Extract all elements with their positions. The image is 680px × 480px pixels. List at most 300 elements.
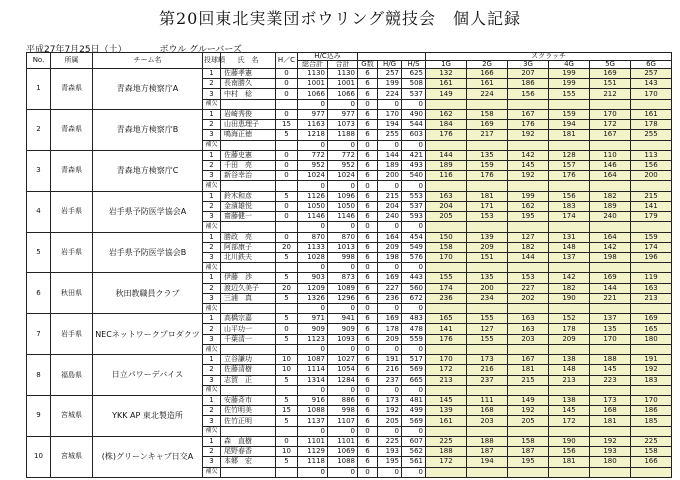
substitute-game-1: [426, 344, 467, 354]
player-sum: 1027: [328, 355, 358, 365]
player-row: [27, 191, 672, 201]
game-score-2: 171: [467, 201, 508, 211]
player-high-game: 164: [378, 232, 402, 242]
player-high-series: 569: [402, 365, 426, 375]
substitute-game-1: [426, 222, 467, 232]
game-score-3: 203: [508, 334, 549, 344]
player-name: 佐藤清樹: [221, 365, 276, 375]
player-game-count: 6: [358, 457, 378, 467]
player-game-count: 6: [358, 273, 378, 283]
player-high-game: 178: [378, 324, 402, 334]
game-score-6: 183: [631, 375, 672, 385]
player-sum: 1054: [328, 365, 358, 375]
player-total: 1137: [298, 416, 328, 426]
player-high-series: 672: [402, 293, 426, 303]
substitute-sum: 0: [328, 263, 358, 273]
game-score-3: 167: [508, 355, 549, 365]
player-high-series: 576: [402, 252, 426, 262]
player-order: 1: [203, 232, 221, 242]
team-name: 青森地方検察庁A: [93, 69, 203, 110]
substitute-sum: 0: [328, 467, 358, 477]
substitute-game-1: [426, 304, 467, 314]
substitute-game-4: [549, 344, 590, 354]
game-score-4: 152: [549, 314, 590, 324]
team-prefecture: 福島県: [51, 355, 93, 396]
game-score-2: 161: [467, 79, 508, 89]
game-score-2: 188: [467, 436, 508, 446]
player-high-series: 607: [402, 436, 426, 446]
substitute-handicap: [276, 99, 298, 109]
player-high-game: 195: [378, 457, 402, 467]
player-high-series: 443: [402, 273, 426, 283]
player-high-series: 549: [402, 242, 426, 252]
player-sum: 977: [328, 109, 358, 119]
player-high-series: 537: [402, 201, 426, 211]
team-number: 2: [27, 109, 51, 150]
game-score-4: 131: [549, 232, 590, 242]
player-sum: 1107: [328, 416, 358, 426]
player-name: 志賀 正: [221, 375, 276, 385]
player-handicap: 5: [276, 396, 298, 406]
game-score-2: 153: [467, 212, 508, 222]
game-score-3: 202: [508, 293, 549, 303]
team-prefecture: 青森県: [51, 69, 93, 110]
player-handicap: 5: [276, 314, 298, 324]
substitute-label: 補欠: [203, 263, 221, 273]
substitute-sum: 0: [328, 140, 358, 150]
game-score-6: 170: [631, 89, 672, 99]
player-total: 1028: [298, 252, 328, 262]
game-score-3: 186: [508, 79, 549, 89]
substitute-game-6: [631, 263, 672, 273]
substitute-label: 補欠: [203, 222, 221, 232]
game-score-2: 158: [467, 109, 508, 119]
game-score-1: 161: [426, 79, 467, 89]
game-score-2: 200: [467, 283, 508, 293]
player-row: [27, 273, 672, 283]
player-sum: 1073: [328, 120, 358, 130]
game-score-1: 172: [426, 457, 467, 467]
game-score-1: 174: [426, 283, 467, 293]
team-prefecture: 宮城県: [51, 436, 93, 477]
substitute-label: 補欠: [203, 426, 221, 436]
player-sum: 998: [328, 252, 358, 262]
substitute-label: 補欠: [203, 99, 221, 109]
game-score-2: 155: [467, 334, 508, 344]
substitute-game-2: [467, 263, 508, 273]
game-score-4: 138: [549, 396, 590, 406]
header-3g: 3G: [508, 61, 549, 69]
player-order: 1: [203, 150, 221, 160]
substitute-handicap: [276, 181, 298, 191]
header-order: 投球順: [203, 53, 221, 69]
player-name: 三浦 真: [221, 293, 276, 303]
substitute-game-5: [590, 222, 631, 232]
substitute-high-series: 0: [402, 467, 426, 477]
score-body: [27, 69, 672, 478]
player-game-count: 6: [358, 212, 378, 222]
player-high-series: 559: [402, 334, 426, 344]
substitute-game-count: 0: [358, 263, 378, 273]
player-row: [27, 69, 672, 79]
game-score-2: 203: [467, 416, 508, 426]
game-score-5: 170: [590, 109, 631, 119]
substitute-game-4: [549, 385, 590, 395]
game-score-6: 156: [631, 160, 672, 170]
substitute-high-game: 0: [378, 181, 402, 191]
game-score-2: 135: [467, 150, 508, 160]
team-name: (株)グリーンキャブ日交A: [93, 436, 203, 477]
player-total: 1123: [298, 334, 328, 344]
player-sum: 1284: [328, 375, 358, 385]
player-game-count: 6: [358, 191, 378, 201]
player-game-count: 6: [358, 109, 378, 119]
substitute-game-2: [467, 99, 508, 109]
game-score-1: 162: [426, 109, 467, 119]
player-sum: 1130: [328, 69, 358, 79]
game-score-2: 135: [467, 273, 508, 283]
player-sum: 870: [328, 232, 358, 242]
substitute-name: [221, 344, 276, 354]
player-order: 2: [203, 324, 221, 334]
player-high-game: 216: [378, 365, 402, 375]
substitute-name: [221, 263, 276, 273]
game-score-2: 151: [467, 252, 508, 262]
substitute-game-6: [631, 181, 672, 191]
team-prefecture: 宮城県: [51, 396, 93, 437]
substitute-high-series: 0: [402, 385, 426, 395]
substitute-game-3: [508, 263, 549, 273]
player-high-series: 544: [402, 120, 426, 130]
player-high-game: 189: [378, 160, 402, 170]
game-score-2: 237: [467, 375, 508, 385]
game-score-5: 240: [590, 212, 631, 222]
substitute-sum: 0: [328, 344, 358, 354]
player-game-count: 6: [358, 89, 378, 99]
game-score-2: 216: [467, 365, 508, 375]
player-name: 佐竹正明: [221, 416, 276, 426]
substitute-label: 補欠: [203, 181, 221, 191]
player-handicap: 15: [276, 406, 298, 416]
player-sum: 1093: [328, 334, 358, 344]
game-score-3: 182: [508, 242, 549, 252]
substitute-game-1: [426, 99, 467, 109]
game-score-6: 158: [631, 447, 672, 457]
player-total: 1326: [298, 293, 328, 303]
game-score-4: 176: [549, 171, 590, 181]
team-prefecture: 秋田県: [51, 273, 93, 314]
game-score-2: 155: [467, 314, 508, 324]
player-game-count: 6: [358, 314, 378, 324]
game-score-2: 111: [467, 396, 508, 406]
substitute-game-6: [631, 140, 672, 150]
header-4g: 4G: [549, 61, 590, 69]
player-handicap: 20: [276, 242, 298, 252]
player-sum: 873: [328, 273, 358, 283]
player-order: 2: [203, 365, 221, 375]
team-number: 1: [27, 69, 51, 110]
player-handicap: 5: [276, 191, 298, 201]
substitute-game-3: [508, 99, 549, 109]
game-score-5: 164: [590, 232, 631, 242]
player-handicap: 10: [276, 355, 298, 365]
player-sum: 1024: [328, 171, 358, 181]
player-sum: 909: [328, 324, 358, 334]
substitute-game-2: [467, 222, 508, 232]
player-high-series: 454: [402, 232, 426, 242]
game-score-5: 198: [590, 252, 631, 262]
game-score-5: 212: [590, 89, 631, 99]
header-hc-in: H/C込み: [298, 53, 358, 61]
substitute-game-4: [549, 467, 590, 477]
game-score-6: 119: [631, 273, 672, 283]
player-sum: 1096: [328, 191, 358, 201]
header-total: 総合計: [298, 61, 328, 69]
game-score-2: 217: [467, 130, 508, 140]
player-game-count: 6: [358, 283, 378, 293]
game-score-6: 257: [631, 69, 672, 79]
game-score-6: 161: [631, 109, 672, 119]
game-score-6: 169: [631, 314, 672, 324]
game-score-6: 213: [631, 293, 672, 303]
game-score-5: 144: [590, 283, 631, 293]
game-score-5: 182: [590, 191, 631, 201]
substitute-game-3: [508, 222, 549, 232]
team-name: 岩手県予防医学協会A: [93, 191, 203, 232]
game-score-3: 192: [508, 130, 549, 140]
player-high-game: 193: [378, 447, 402, 457]
player-order: 3: [203, 130, 221, 140]
header-sum: 合計: [328, 61, 358, 69]
substitute-total: 0: [298, 99, 328, 109]
player-high-series: 421: [402, 150, 426, 160]
game-score-6: 179: [631, 212, 672, 222]
game-score-5: 164: [590, 171, 631, 181]
team-name: 青森地方検察庁C: [93, 150, 203, 191]
player-handicap: 5: [276, 273, 298, 283]
substitute-game-5: [590, 304, 631, 314]
header-pref: 所属: [51, 53, 93, 69]
player-handicap: 5: [276, 334, 298, 344]
player-handicap: 0: [276, 79, 298, 89]
player-high-game: 204: [378, 201, 402, 211]
player-game-count: 6: [358, 160, 378, 170]
player-handicap: 5: [276, 252, 298, 262]
game-score-2: 209: [467, 242, 508, 252]
player-high-series: 483: [402, 314, 426, 324]
team-number: 7: [27, 314, 51, 355]
game-score-4: 159: [549, 109, 590, 119]
substitute-label: 補欠: [203, 467, 221, 477]
player-row: [27, 355, 672, 365]
team-prefecture: 岩手県: [51, 191, 93, 232]
substitute-game-1: [426, 263, 467, 273]
game-score-1: 141: [426, 324, 467, 334]
game-score-1: 145: [426, 396, 467, 406]
substitute-game-3: [508, 385, 549, 395]
player-total: 1163: [298, 120, 328, 130]
game-score-1: 205: [426, 212, 467, 222]
player-handicap: 20: [276, 283, 298, 293]
player-order: 2: [203, 201, 221, 211]
game-score-4: 157: [549, 160, 590, 170]
player-game-count: 6: [358, 171, 378, 181]
game-score-2: 194: [467, 457, 508, 467]
game-score-3: 142: [508, 150, 549, 160]
page-title: 第20回東北実業団ボウリング競技会 個人記録: [158, 9, 522, 28]
player-order: 3: [203, 457, 221, 467]
player-sum: 1296: [328, 293, 358, 303]
player-handicap: 5: [276, 375, 298, 385]
substitute-high-series: 0: [402, 181, 426, 191]
player-name: 立谷謙功: [221, 355, 276, 365]
player-game-count: 6: [358, 252, 378, 262]
substitute-game-count: 0: [358, 222, 378, 232]
player-high-game: 236: [378, 293, 402, 303]
substitute-game-1: [426, 385, 467, 395]
substitute-high-game: 0: [378, 304, 402, 314]
player-handicap: 5: [276, 130, 298, 140]
substitute-high-series: 0: [402, 344, 426, 354]
substitute-game-2: [467, 426, 508, 436]
team-name: 秋田教職員クラブ: [93, 273, 203, 314]
game-score-3: 192: [508, 406, 549, 416]
player-game-count: 6: [358, 293, 378, 303]
game-score-2: 224: [467, 89, 508, 99]
player-order: 2: [203, 120, 221, 130]
player-handicap: 0: [276, 324, 298, 334]
game-score-1: 165: [426, 314, 467, 324]
player-high-series: 478: [402, 324, 426, 334]
team-number: 6: [27, 273, 51, 314]
player-game-count: 6: [358, 79, 378, 89]
team-number: 8: [27, 355, 51, 396]
game-score-4: 174: [549, 212, 590, 222]
player-total: 1209: [298, 283, 328, 293]
player-name: 岩崎秀俊: [221, 109, 276, 119]
game-score-1: 176: [426, 334, 467, 344]
game-score-1: 144: [426, 150, 467, 160]
game-score-4: 194: [549, 120, 590, 130]
player-game-count: 6: [358, 416, 378, 426]
game-score-6: 143: [631, 79, 672, 89]
substitute-high-game: 0: [378, 263, 402, 273]
player-game-count: 6: [358, 130, 378, 140]
player-high-game: 255: [378, 130, 402, 140]
player-high-game: 191: [378, 355, 402, 365]
substitute-handicap: [276, 385, 298, 395]
player-total: 916: [298, 396, 328, 406]
player-high-series: 499: [402, 406, 426, 416]
player-high-series: 493: [402, 160, 426, 170]
game-score-3: 167: [508, 109, 549, 119]
game-score-2: 127: [467, 324, 508, 334]
player-name: 千田 亮: [221, 160, 276, 170]
player-name: 尾野春香: [221, 447, 276, 457]
game-score-1: 132: [426, 69, 467, 79]
substitute-high-game: 0: [378, 385, 402, 395]
team-name: NECネットワークプロダクツ: [93, 314, 203, 355]
substitute-name: [221, 222, 276, 232]
player-game-count: 6: [358, 69, 378, 79]
substitute-label: 補欠: [203, 140, 221, 150]
game-score-2: 169: [467, 120, 508, 130]
game-score-4: 181: [549, 130, 590, 140]
player-total: 1114: [298, 365, 328, 375]
game-score-3: 144: [508, 252, 549, 262]
game-score-3: 199: [508, 191, 549, 201]
player-order: 2: [203, 160, 221, 170]
substitute-game-5: [590, 99, 631, 109]
substitute-high-game: 0: [378, 344, 402, 354]
game-score-6: 113: [631, 150, 672, 160]
game-score-1: 149: [426, 89, 467, 99]
player-high-game: 169: [378, 314, 402, 324]
player-name: 齋藤健一: [221, 212, 276, 222]
substitute-game-5: [590, 263, 631, 273]
player-sum: 1001: [328, 79, 358, 89]
player-high-series: 560: [402, 283, 426, 293]
player-sum: 1069: [328, 447, 358, 457]
player-game-count: 6: [358, 396, 378, 406]
player-name: 本郷 宏: [221, 457, 276, 467]
header-hs: H/S: [402, 61, 426, 69]
substitute-game-count: 0: [358, 467, 378, 477]
substitute-handicap: [276, 263, 298, 273]
substitute-game-2: [467, 181, 508, 191]
player-high-game: 227: [378, 283, 402, 293]
player-name: 伊藤 渉: [221, 273, 276, 283]
game-score-4: 213: [549, 375, 590, 385]
player-row: [27, 314, 672, 324]
player-total: 1066: [298, 89, 328, 99]
player-order: 3: [203, 416, 221, 426]
player-name: 山平功一: [221, 324, 276, 334]
game-score-4: 145: [549, 406, 590, 416]
player-order: 1: [203, 191, 221, 201]
team-prefecture: 岩手県: [51, 314, 93, 355]
player-order: 3: [203, 334, 221, 344]
substitute-game-5: [590, 426, 631, 436]
game-score-2: 234: [467, 293, 508, 303]
header-g: G数: [358, 61, 378, 69]
team-number: 4: [27, 191, 51, 232]
player-order: 1: [203, 273, 221, 283]
game-score-5: 151: [590, 79, 631, 89]
game-score-2: 168: [467, 406, 508, 416]
substitute-game-6: [631, 344, 672, 354]
player-total: 1133: [298, 242, 328, 252]
header-hc: H／C: [276, 53, 298, 69]
player-order: 3: [203, 252, 221, 262]
substitute-game-1: [426, 181, 467, 191]
game-score-3: 162: [508, 201, 549, 211]
game-score-4: 190: [549, 436, 590, 446]
player-order: 1: [203, 109, 221, 119]
substitute-game-count: 0: [358, 140, 378, 150]
substitute-game-2: [467, 140, 508, 150]
player-total: 1101: [298, 436, 328, 446]
header-name: 氏 名: [221, 53, 276, 69]
player-handicap: 10: [276, 365, 298, 375]
game-score-5: 169: [590, 273, 631, 283]
player-handicap: 0: [276, 109, 298, 119]
game-score-5: 193: [590, 447, 631, 457]
player-row: [27, 232, 672, 242]
game-score-1: 139: [426, 406, 467, 416]
player-high-series: 593: [402, 212, 426, 222]
player-handicap: 0: [276, 160, 298, 170]
